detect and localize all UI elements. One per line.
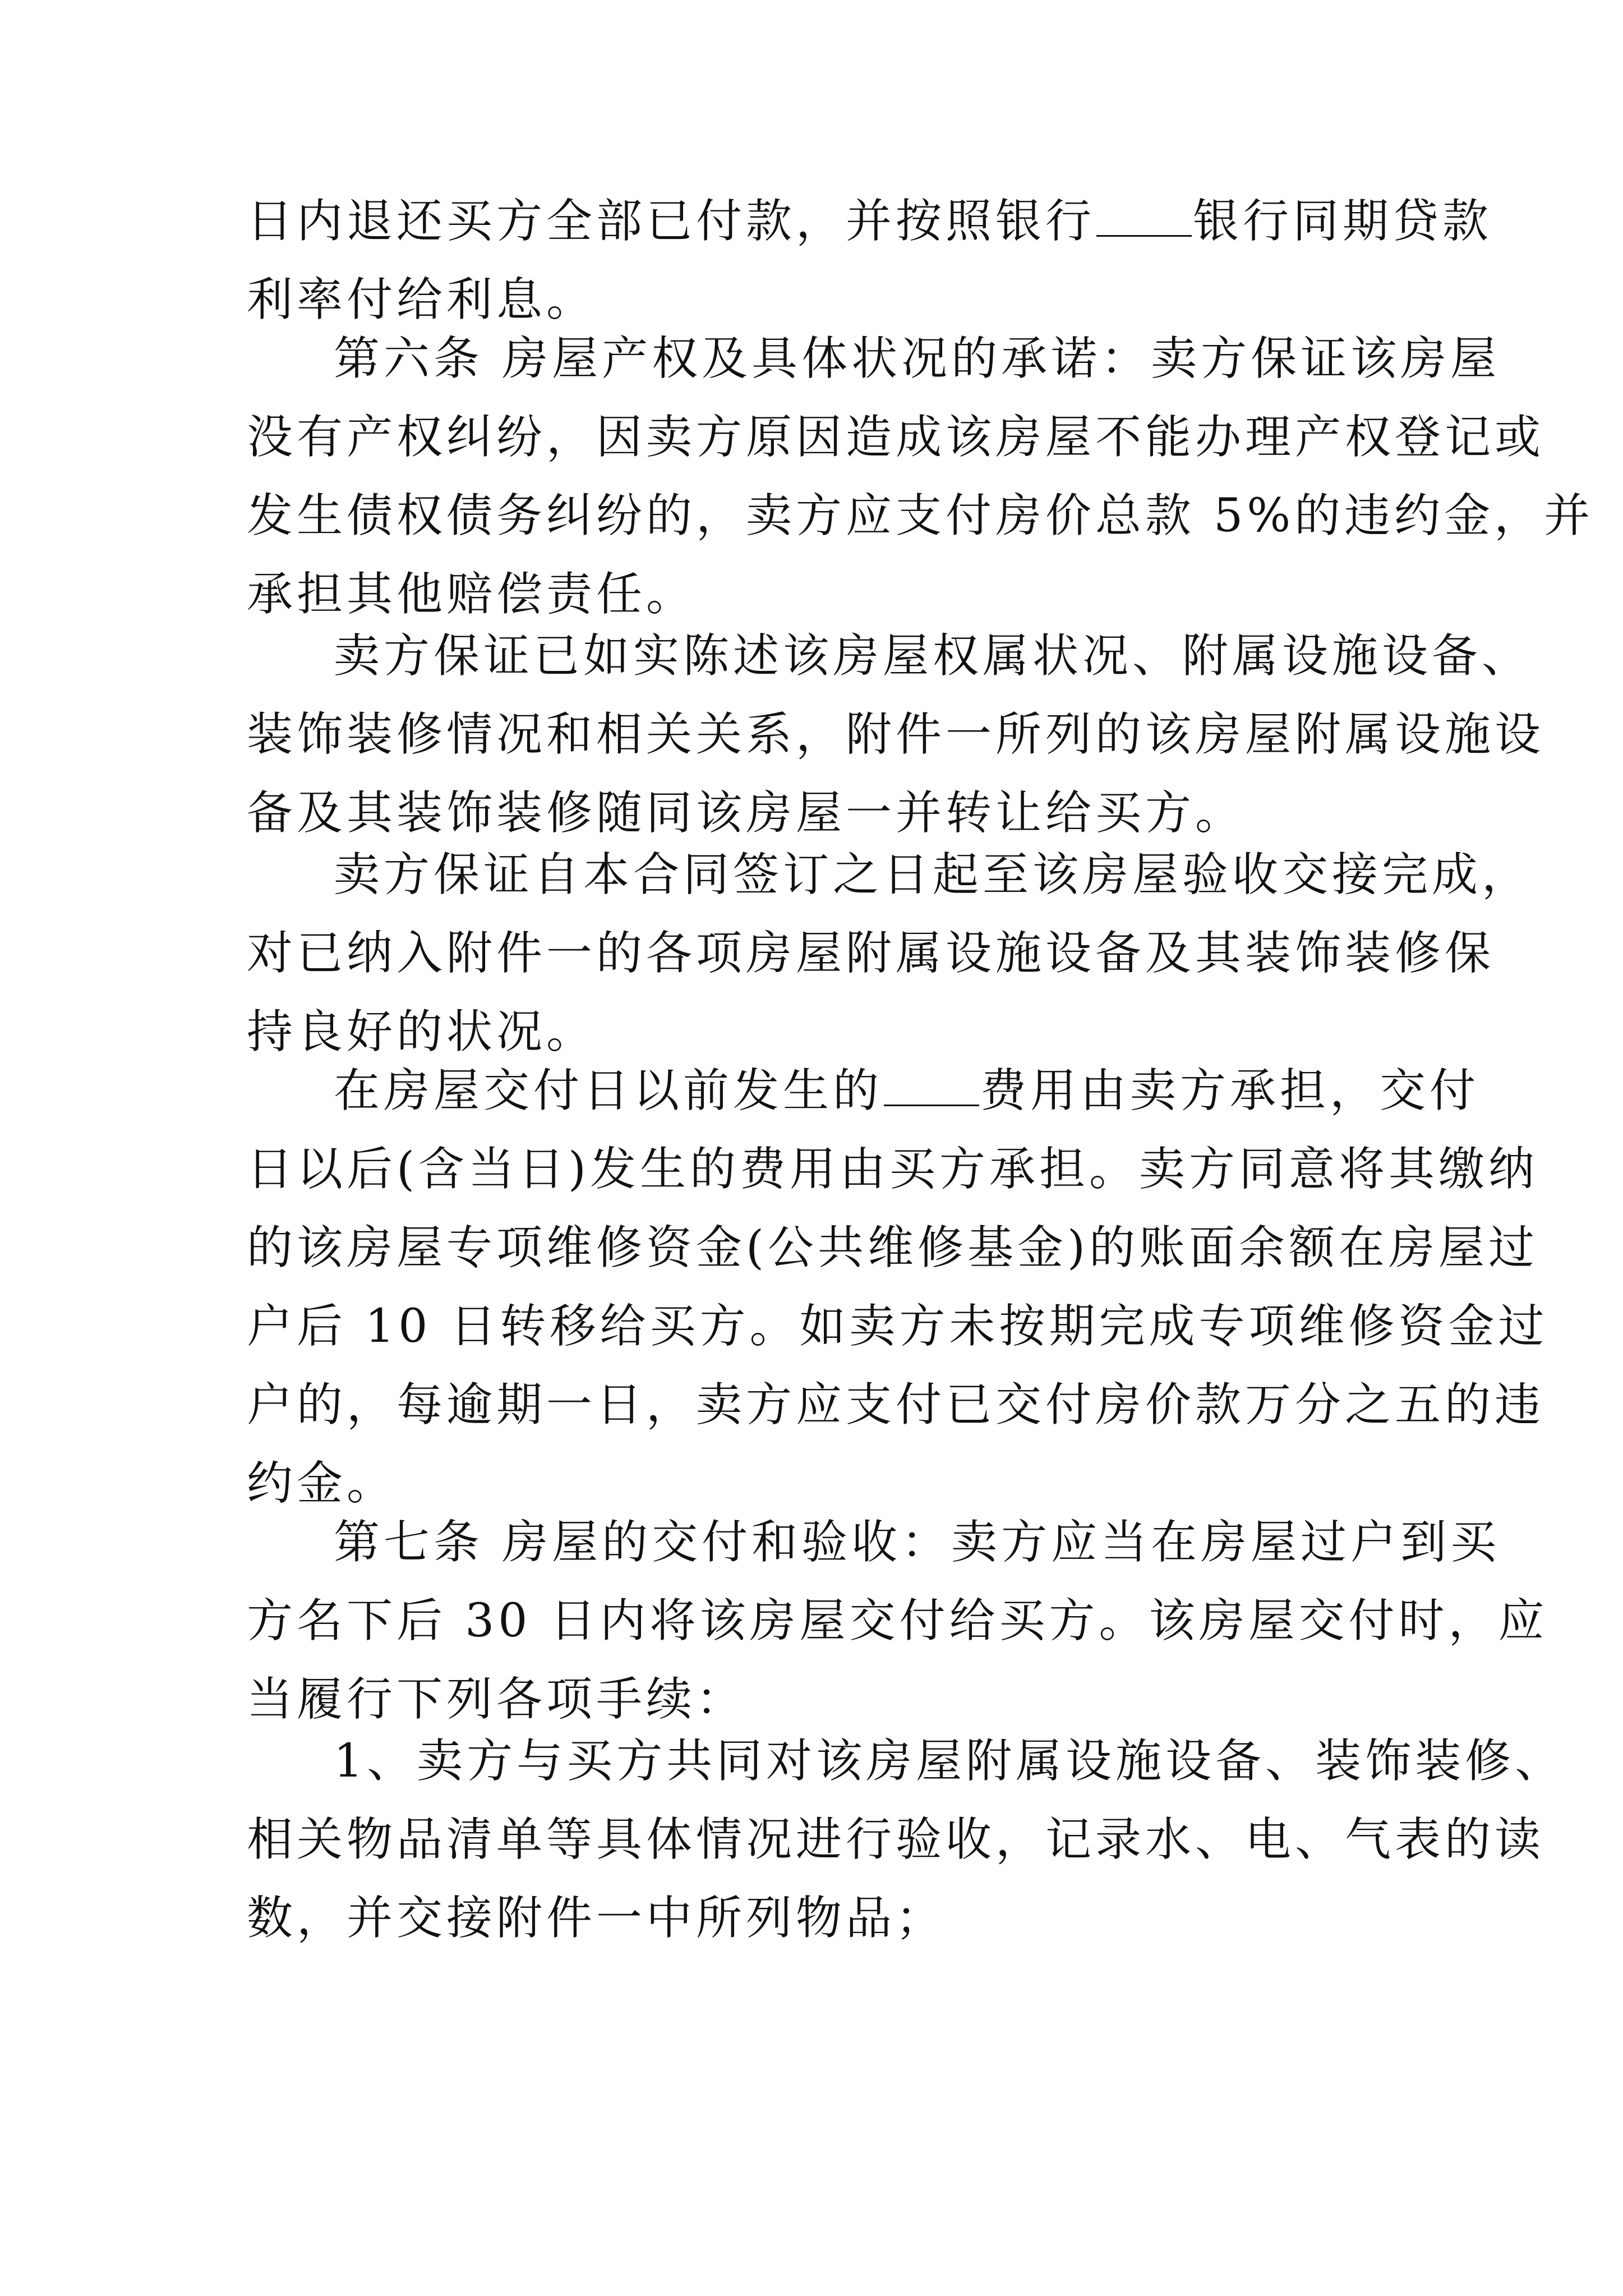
text-line bbox=[0, 836, 1623, 914]
line-text: 相关物品清单等具体情况进行验收，记录水、电、气表的读 bbox=[247, 1813, 1545, 1866]
line-content bbox=[247, 273, 596, 326]
line-text: 户后 10 日转移给买方。如卖方未按期完成专项维修资金过 bbox=[247, 1300, 1548, 1353]
text-line bbox=[0, 1052, 1623, 1130]
text-line bbox=[0, 1130, 1623, 1209]
line-content bbox=[247, 1594, 1548, 1648]
line-content bbox=[247, 1734, 1565, 1788]
line-text: 日内退还买方全部已付款，并按照银行 bbox=[247, 195, 1096, 248]
line-content bbox=[247, 1813, 1544, 1866]
line-content bbox=[247, 1300, 1548, 1353]
line-content bbox=[247, 1892, 946, 1945]
line-content bbox=[247, 332, 1500, 385]
line-text-after-blank: 费用由卖方承担，交付 bbox=[980, 1064, 1480, 1117]
line-text: 卖方保证已如实陈述该房屋权属状况、附属设施设备、 bbox=[334, 629, 1532, 683]
text-line bbox=[0, 320, 1623, 398]
fill-in-blank bbox=[1096, 195, 1192, 237]
text-line bbox=[0, 1582, 1623, 1660]
line-text: 利率付给利息。 bbox=[247, 273, 597, 326]
line-text: 约金。 bbox=[247, 1457, 397, 1510]
line-text: 户的，每逾期一日，卖方应支付已交付房价款万分之五的违 bbox=[247, 1378, 1545, 1432]
line-text: 承担其他赔偿责任。 bbox=[247, 568, 697, 621]
line-content bbox=[247, 411, 1544, 464]
line-text: 卖方保证自本合同签订之日起至该房屋验收交接完成， bbox=[334, 848, 1532, 901]
line-content bbox=[247, 489, 1594, 542]
text-line bbox=[0, 398, 1623, 477]
text-line bbox=[0, 1366, 1623, 1444]
line-content bbox=[247, 1457, 396, 1510]
line-content bbox=[247, 1005, 596, 1059]
line-content bbox=[247, 1378, 1544, 1432]
text-line bbox=[0, 477, 1623, 555]
line-content bbox=[247, 927, 1495, 980]
line-content bbox=[247, 1221, 1538, 1274]
line-text: 发生债权债务纠纷的，卖方应支付房价总款 5%的违约金，并 bbox=[247, 489, 1594, 542]
line-text: 第七条 房屋的交付和验收：卖方应当在房屋过户到买 bbox=[334, 1516, 1501, 1569]
line-text: 数，并交接附件一中所列物品； bbox=[247, 1892, 946, 1945]
line-text: 装饰装修情况和相关关系，附件一所列的该房屋附属设施设 bbox=[247, 708, 1545, 761]
line-content bbox=[247, 1143, 1538, 1196]
line-content bbox=[247, 1064, 1479, 1117]
line-text: 没有产权纠纷，因卖方原因造成该房屋不能办理产权登记或 bbox=[247, 411, 1545, 464]
line-text: 方名下后 30 日内将该房屋交付给买方。该房屋交付时，应 bbox=[247, 1594, 1548, 1648]
line-text: 在房屋交付日以前发生的 bbox=[334, 1064, 883, 1117]
line-text-after-blank: 银行同期贷款 bbox=[1193, 195, 1493, 248]
text-line bbox=[0, 1879, 1623, 1958]
fill-in-blank bbox=[884, 1064, 979, 1106]
line-text: 备及其装饰装修随同该房屋一并转让给买方。 bbox=[247, 786, 1246, 840]
line-text: 当履行下列各项手续： bbox=[247, 1673, 746, 1726]
line-content bbox=[247, 1673, 746, 1726]
text-line bbox=[0, 182, 1623, 261]
line-text: 第六条 房屋产权及具体状况的承诺：卖方保证该房屋 bbox=[334, 332, 1501, 385]
line-text: 日以后(含当日)发生的费用由买方承担。卖方同意将其缴纳 bbox=[247, 1143, 1538, 1196]
line-content bbox=[247, 195, 1492, 248]
line-text: 对已纳入附件一的各项房屋附属设施设备及其装饰装修保 bbox=[247, 927, 1495, 980]
line-text: 持良好的状况。 bbox=[247, 1005, 597, 1059]
line-content bbox=[247, 848, 1532, 901]
text-line bbox=[0, 914, 1623, 993]
text-line bbox=[0, 696, 1623, 774]
text-line bbox=[0, 1722, 1623, 1801]
text-line bbox=[0, 1503, 1623, 1582]
text-line bbox=[0, 1287, 1623, 1366]
line-content bbox=[247, 786, 1245, 840]
line-content bbox=[247, 629, 1532, 683]
text-line bbox=[0, 1801, 1623, 1879]
line-content bbox=[247, 1516, 1500, 1569]
text-line bbox=[0, 617, 1623, 696]
text-line bbox=[0, 1209, 1623, 1287]
line-content bbox=[247, 708, 1544, 761]
line-text: 1、卖方与买方共同对该房屋附属设施设备、装饰装修、 bbox=[334, 1734, 1565, 1788]
line-content bbox=[247, 568, 696, 621]
line-text: 的该房屋专项维修资金(公共维修基金)的账面余额在房屋过 bbox=[247, 1221, 1538, 1274]
